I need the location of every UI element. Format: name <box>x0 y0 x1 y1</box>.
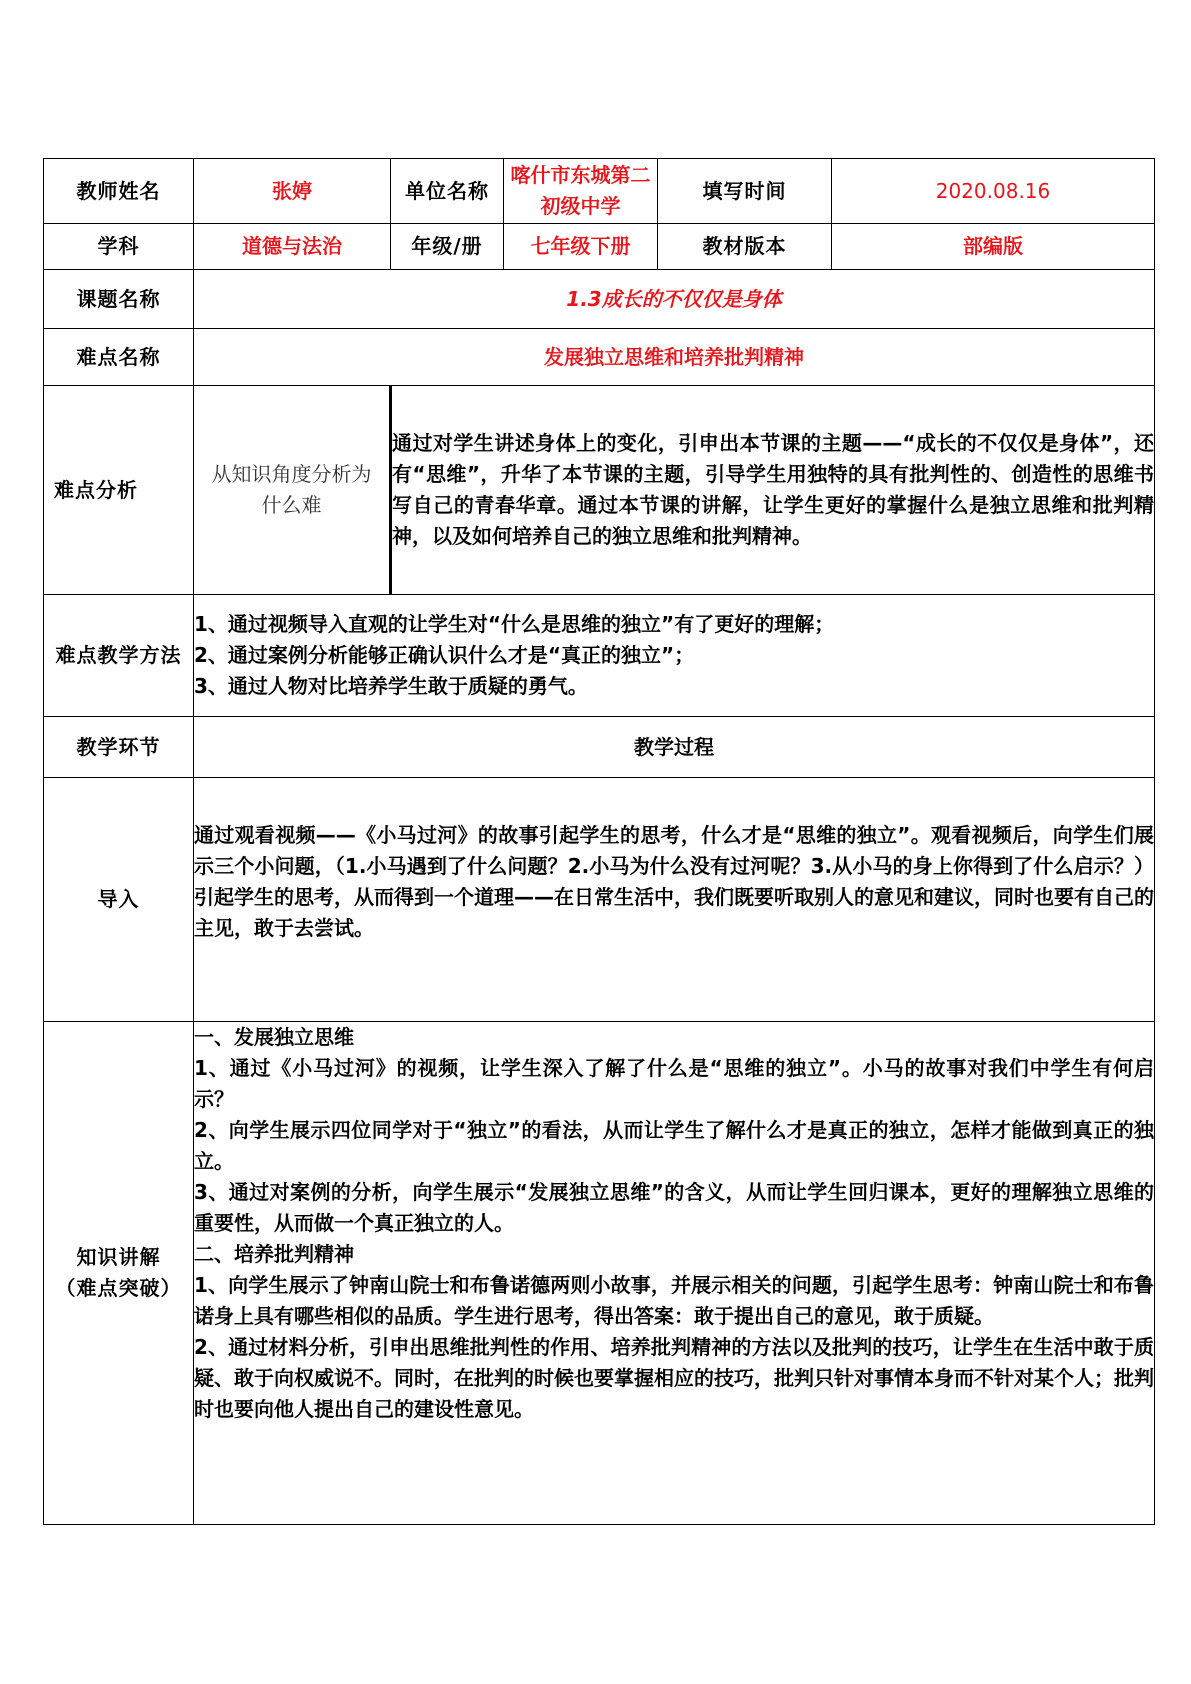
difficulty-value: 发展独立思维和培养批判精神 <box>194 329 1155 386</box>
knowledge-label-line1: 知识讲解 <box>76 1245 161 1269</box>
method-item: 2、通过案例分析能够正确认识什么才是“真正的独立”； <box>194 643 695 667</box>
intro-text: 通过观看视频——《小马过河》的故事引起学生的思考，什么才是“思维的独立”。观看视频后，向学生们展示三个小问题，（1.小马遇到了什么问题？2.小马为什么没有过河呢？3.从小马的身上你得到了什么启示？）引起学生的思考，从而得到一个道理——在日常生活中，我们既要听取别人的意见和建议，同时也要有自己的主见，敢于去尝试。 <box>194 778 1155 1022</box>
info-row-1 <box>44 159 1155 224</box>
intro-label: 导入 <box>44 778 194 1022</box>
analysis-text: 通过对学生讲述身体上的变化，引申出本节课的主题——“成长的不仅仅是身体”，还有“思维”，升华了本节课的主题，引导学生用独特的具有批判性的、创造性的思维书写自己的青春华章。通过本节课的讲解，让学生更好的掌握什么是独立思维和批判精神，以及如何培养自己的独立思维和批判精神。 <box>391 386 1155 595</box>
method-label: 难点教学方法 <box>44 595 194 717</box>
analysis-row <box>44 386 1155 595</box>
knowledge-row <box>44 1022 1155 1525</box>
difficulty-label: 难点名称 <box>44 329 194 386</box>
method-list <box>194 595 1155 717</box>
subject-value: 道德与法治 <box>194 224 391 270</box>
topic-row <box>44 270 1155 329</box>
unit-value: 喀什市东城第二初级中学 <box>504 159 658 224</box>
difficulty-row <box>44 329 1155 386</box>
method-row <box>44 595 1155 717</box>
topic-label: 课题名称 <box>44 270 194 329</box>
knowledge-label <box>44 1022 194 1525</box>
knowledge-line: 一、发展独立思维 <box>194 1025 354 1049</box>
teacher-label: 教师姓名 <box>44 159 194 224</box>
grade-value: 七年级下册 <box>504 224 658 270</box>
method-item: 1、通过视频导入直观的让学生对“什么是思维的独立”有了更好的理解； <box>194 612 835 636</box>
topic-value: 1.3成长的不仅仅是身体 <box>194 270 1155 329</box>
edition-value: 部编版 <box>832 224 1155 270</box>
analysis-sub-label: 从知识角度分析为什么难 <box>194 386 391 595</box>
unit-label: 单位名称 <box>391 159 504 224</box>
knowledge-label-line2: （难点突破） <box>55 1276 182 1300</box>
analysis-label: 难点分析 <box>44 386 194 595</box>
knowledge-line: 3、通过对案例的分析，向学生展示“发展独立思维”的含义，从而让学生回归课本，更好的理解独立思维的重要性，从而做一个真正独立的人。 <box>194 1180 1154 1235</box>
subject-label: 学科 <box>44 224 194 270</box>
process-header-row <box>44 717 1155 778</box>
grade-label: 年级/册 <box>391 224 504 270</box>
knowledge-line: 1、通过《小马过河》的视频，让学生深入了解了什么是“思维的独立”。小马的故事对我们中学生有何启示？ <box>194 1056 1154 1111</box>
method-item: 3、通过人物对比培养学生敢于质疑的勇气。 <box>194 674 588 698</box>
knowledge-line: 1、向学生展示了钟南山院士和布鲁诺德两则小故事，并展示相关的问题，引起学生思考：钟南山院士和布鲁诺身上具有哪些相似的品质。学生进行思考，得出答案：敢于提出自己的意见，敢于质疑。 <box>194 1273 1154 1328</box>
teacher-value: 张婷 <box>194 159 391 224</box>
knowledge-line: 二、培养批判精神 <box>194 1242 354 1266</box>
process-value: 教学过程 <box>194 717 1155 778</box>
edition-label: 教材版本 <box>658 224 832 270</box>
date-value: 2020.08.16 <box>832 159 1155 224</box>
info-row-2 <box>44 224 1155 270</box>
knowledge-line: 2、向学生展示四位同学对于“独立”的看法，从而让学生了解什么才是真正的独立，怎样才能做到真正的独立。 <box>194 1118 1154 1173</box>
intro-row <box>44 778 1155 1022</box>
date-label: 填写时间 <box>658 159 832 224</box>
process-label: 教学环节 <box>44 717 194 778</box>
knowledge-text <box>194 1022 1155 1525</box>
lesson-form-table <box>43 158 1155 1525</box>
knowledge-line: 2、通过材料分析，引申出思维批判性的作用、培养批判精神的方法以及批判的技巧，让学生在生活中敢于质疑、敢于向权威说不。同时，在批判的时候也要掌握相应的技巧，批判只针对事情本身而不针对某个人；批判时也要向他人提出自己的建设性意见。 <box>194 1335 1154 1421</box>
